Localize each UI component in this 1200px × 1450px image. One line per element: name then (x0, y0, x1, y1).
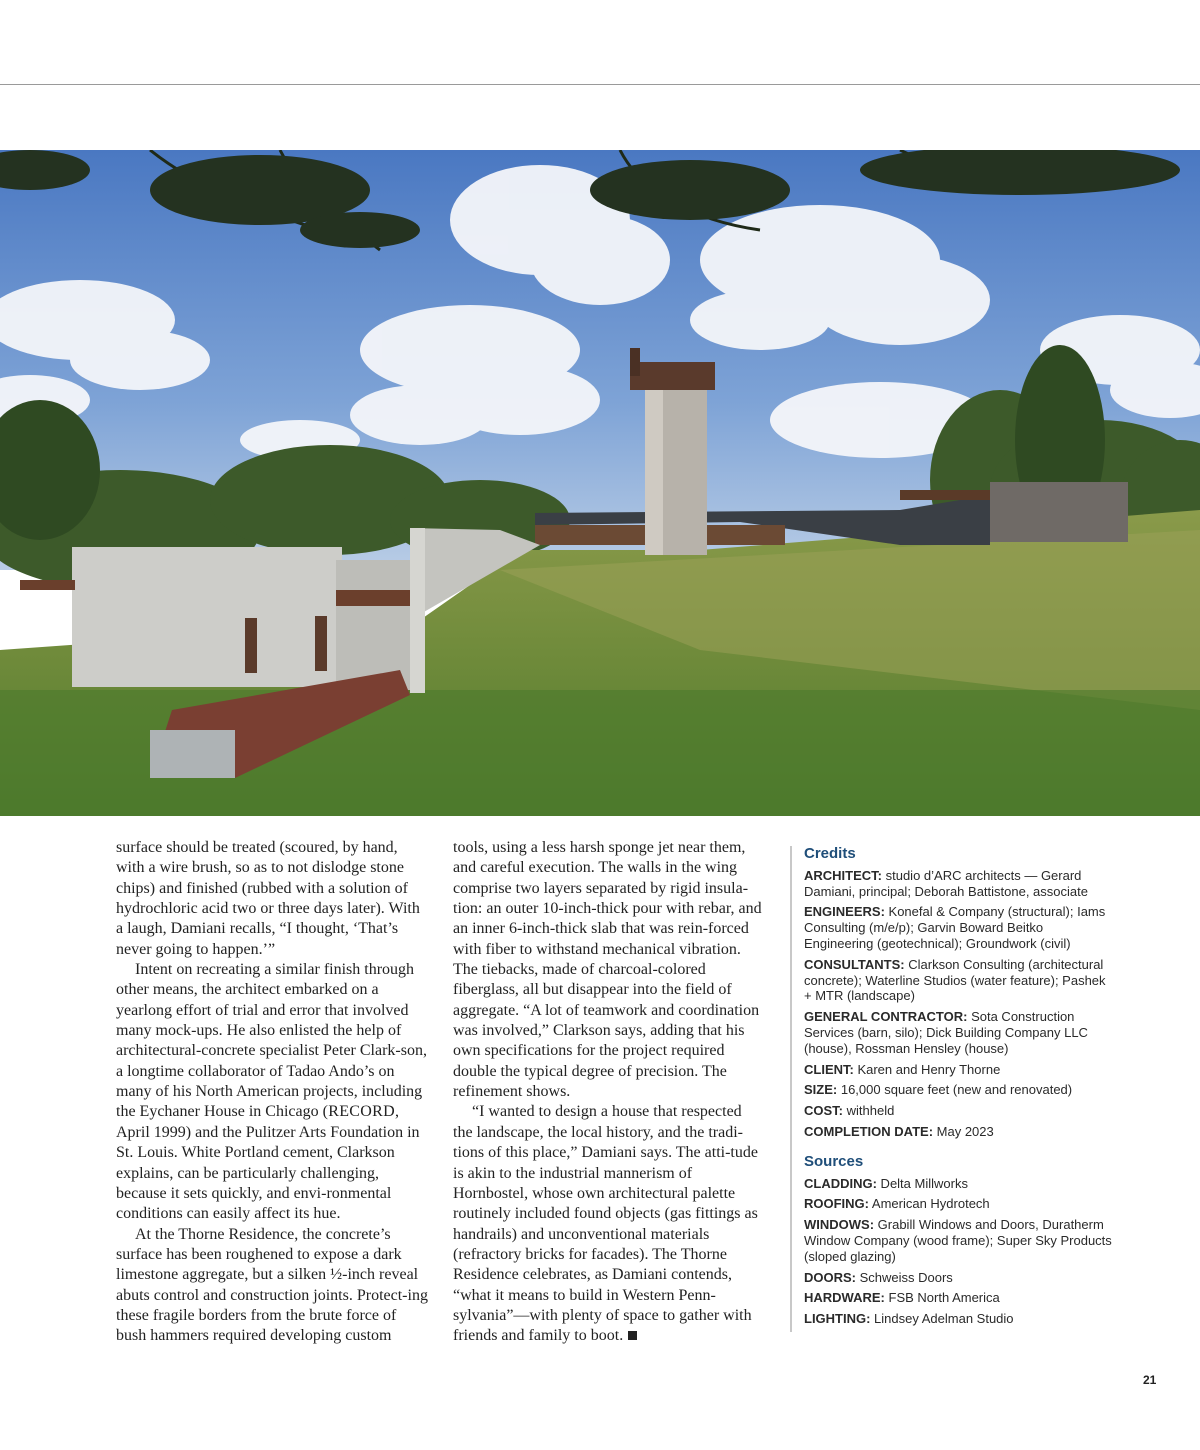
paragraph: surface should be treated (scoured, by hand, with a wire brush, so as to not dislodge stone chips) and finished (rubbed with a solution of hydrochloric acid two or three days later). With a laugh, Damiani recalls, “I thought, ‘That’s never going to happen.’” (116, 839, 420, 958)
paragraph-text: “I wanted to design a house that respected the landscape, the local history, and the tradi-tions of this place,” Damiani says. The atti-tude is akin to the industrial mannerism of Hornbostel, whose own architectural palette routinely included found objects (gas fittings as handrails) and unconventional materials (refractory bricks for facades). The Thorne Residence celebrates, as Damiani contends, “what it means to build in Western Penn-sylvania”—with plenty of space to gather with friends and family to boot. (453, 1103, 758, 1345)
credits-label: SIZE: (804, 1082, 838, 1098)
credits-text: Konefal & Company (structural); Iams Consulting (m/e/p); Garvin Boward Beitko Engineering (geotechnical); Groundwork (civil) (804, 904, 1106, 951)
credits-text: Karen and Henry Thorne (853, 1061, 1001, 1077)
credits-text: withheld (843, 1103, 895, 1119)
credits-label: ARCHITECT: (804, 867, 882, 883)
sources-text: Schweiss Doors (856, 1269, 953, 1285)
end-mark-icon (628, 1331, 637, 1340)
sources-list (804, 1176, 1114, 1327)
sources-entry (804, 1311, 1114, 1327)
paragraph: At the Thorne Residence, the concrete’s surface has been roughened to expose a dark limestone aggregate, but a silken ½-inch reveal abuts control and construction joints. Protect-ing these fragile borders from the brute force of bush hammers required developing custom (116, 1225, 428, 1345)
credits-label: ENGINEERS: (804, 904, 885, 920)
credits-label: COST: (804, 1103, 843, 1119)
credits-entry (804, 1009, 1114, 1056)
credits-text: 16,000 square feet (new and renovated) (837, 1082, 1073, 1098)
credits-entry (804, 868, 1114, 900)
credits-entry (804, 957, 1114, 1004)
credits-list (804, 868, 1114, 1140)
credits-entry (804, 1062, 1114, 1078)
paragraph-text: Intent on recreating a similar finish through other means, the architect embarked on a yearlong effort of trial and error that involved many mock-ups. He also enlisted the help of architectural-concrete specialist Peter Clark-son, a longtime collaborator of Tadao Ando’s on many of his North American projects, including the Eychaner House in Chicago (116, 961, 427, 1121)
sources-entry (804, 1270, 1114, 1286)
body-column-1 (116, 838, 428, 1347)
credits-label: GENERAL CONTRACTOR: (804, 1009, 968, 1025)
credits-entry (804, 904, 1114, 951)
sources-text: American Hydrotech (869, 1196, 990, 1212)
credits-entry (804, 1103, 1114, 1119)
top-rule (0, 84, 1200, 85)
sources-label: ROOFING: (804, 1196, 869, 1212)
sources-text: FSB North America (884, 1290, 1000, 1306)
sources-heading: Sources (804, 1152, 864, 1170)
credits-label: CONSULTANTS: (804, 956, 905, 972)
sources-entry (804, 1176, 1114, 1192)
house-photo (0, 150, 1200, 816)
credits-label: COMPLETION DATE: (804, 1123, 934, 1139)
sources-label: HARDWARE: (804, 1290, 885, 1306)
body-column-2 (453, 838, 765, 1347)
sources-entry (804, 1290, 1114, 1306)
page-number: 21 (1143, 1373, 1157, 1387)
paragraph: tools, using a less harsh sponge jet near them, and careful execution. The walls in the wing comprise two layers separated by rigid insula-tion: an outer 10-inch-thick pour with rebar, and an inner 6-inch-thick slab that was rein-forced with fiber to withstand mechanical vibration. The tiebacks, made of charcoal-colored fiberglass, all but disappear into the field of aggregate. “A lot of teamwork and coordination was involved,” Clarkson says, adding that his own specifications for the project required double the typical degree of precision. The refinement shows. (453, 839, 762, 1101)
credits-heading: Credits (804, 845, 856, 862)
paragraph (453, 1102, 765, 1346)
sources-entry (804, 1217, 1114, 1264)
credits-entry (804, 1082, 1114, 1098)
sources-label: DOORS: (804, 1269, 856, 1285)
credits-text: May 2023 (933, 1123, 994, 1139)
credits-text: studio d’ARC architects — Gerard Damiani, principal; Deborah Battistone, associate (804, 867, 1088, 899)
credits-sidebar (790, 846, 1114, 1332)
record-reference: (RECORD (322, 1103, 395, 1121)
sources-entry (804, 1196, 1114, 1212)
credits-text: Sota Construction Services (barn, silo); Dick Building Company LLC (house), Rossman Hensley (house) (804, 1009, 1088, 1056)
sources-label: LIGHTING: (804, 1311, 871, 1327)
credits-label: CLIENT: (804, 1061, 854, 1077)
sources-text: Grabill Windows and Doors, Duratherm Window Company (wood frame); Super Sky Products (sloped glazing) (804, 1217, 1112, 1264)
sources-label: CLADDING: (804, 1175, 877, 1191)
paragraph (116, 960, 428, 1224)
sources-label: WINDOWS: (804, 1217, 875, 1233)
credits-entry (804, 1124, 1114, 1140)
sources-text: Delta Millworks (876, 1175, 968, 1191)
sources-text: Lindsey Adelman Studio (870, 1311, 1014, 1327)
credits-text: Clarkson Consulting (architectural concrete); Waterline Studios (water feature); Pashek + MTR (landscape) (804, 956, 1106, 1004)
paragraph-text: , April 1999) and the Pulitzer Arts Foundation in St. Louis. White Portland cement, Clarkson explains, can be particularly challenging, because it sets quickly, and envi-ronmental conditions can easily affect its hue. (116, 1103, 420, 1223)
